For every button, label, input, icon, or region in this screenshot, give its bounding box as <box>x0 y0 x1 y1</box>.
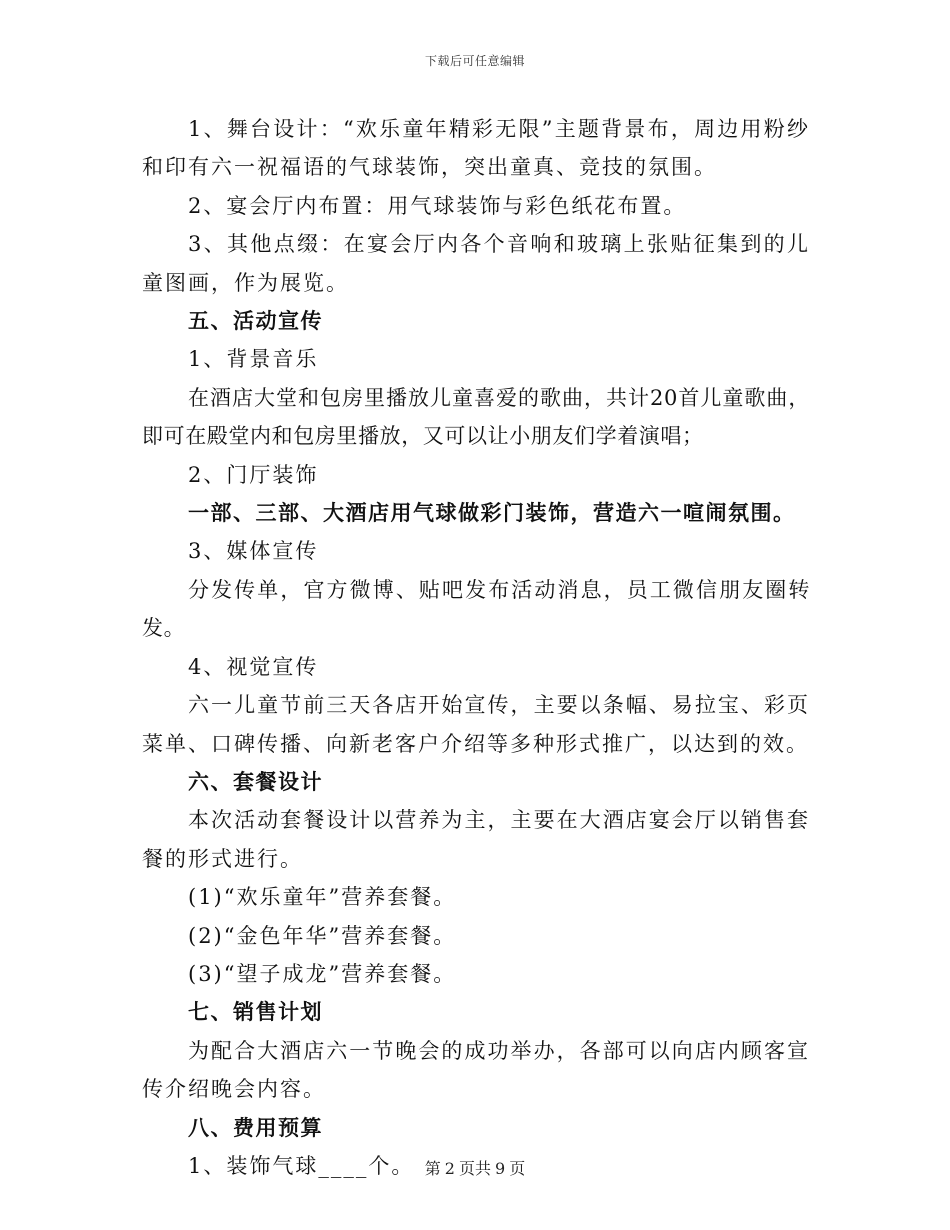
footer-prefix: 第 <box>424 1159 441 1178</box>
paragraph-package-detail: 本次活动套餐设计以营养为主，主要在大酒店宴会厅以销售套餐的形式进行。 <box>142 808 810 871</box>
footer-current-page: 2 <box>444 1159 455 1178</box>
section-heading-sales-plan: 七、销售计划 <box>188 999 323 1025</box>
paragraph-sales-detail: 为配合大酒店六一节晚会的成功举办，各部可以向店内顾客宣传介绍晚会内容。 <box>142 1038 810 1102</box>
footer-suffix: 页 <box>509 1159 526 1178</box>
page-footer <box>0 1156 950 1179</box>
paragraph-visual-detail: 六一儿童节前三天各店开始宣传，主要以条幅、易拉宝、彩页菜单、口碑传播、向新老客户介绍等多种形式推广，以达到的效。 <box>142 693 810 756</box>
item-lobby-decor: 2、门厅装饰 <box>188 462 319 487</box>
section-heading-package: 六、套餐设计 <box>188 768 323 794</box>
item-background-music: 1、背景音乐 <box>188 347 319 372</box>
package-item-2: (2)“金色年华”营养套餐。 <box>188 923 457 948</box>
paragraph-media-detail: 分发传单，官方微博、贴吧发布活动消息，员工微信朋友圈转发。 <box>142 577 810 641</box>
paragraph-music-detail: 在酒店大堂和包房里播放儿童喜爱的歌曲，共计20首儿童歌曲，即可在殿堂内和包房里播放，又可以让小朋友们学着演唱； <box>142 385 810 449</box>
budget-item-balloons: 1、装饰气球____个。 <box>188 1153 415 1178</box>
item-media-promotion: 3、媒体宣传 <box>188 539 319 564</box>
package-item-1: (1)“欢乐童年”营养套餐。 <box>188 885 457 910</box>
document-body <box>142 110 810 1185</box>
footer-middle: 页共 <box>458 1159 491 1178</box>
paragraph-stage-design: 1、舞台设计：“欢乐童年精彩无限”主题背景布，周边用粉纱和印有六一祝福语的气球装饰，突出童真、竞技的氛围。 <box>142 117 810 180</box>
section-heading-promotion: 五、活动宣传 <box>188 308 323 334</box>
page-header: 下载后可任意编辑 <box>424 54 525 68</box>
paragraph-other-decor: 3、其他点缀：在宴会厅内各个音响和玻璃上张贴征集到的儿童图画，作为展览。 <box>142 232 810 295</box>
footer-total-pages: 9 <box>495 1159 506 1178</box>
paragraph-hall-layout: 2、宴会厅内布置：用气球装饰与彩色纸花布置。 <box>188 193 687 218</box>
package-item-3: (3)“望子成龙”营养套餐。 <box>188 961 457 986</box>
section-heading-budget: 八、费用预算 <box>188 1114 323 1140</box>
item-visual-promotion: 4、视觉宣传 <box>188 654 319 679</box>
paragraph-lobby-detail: 一部、三部、大酒店用气球做彩门装饰，营造六一喧闹氛围。 <box>188 500 796 526</box>
